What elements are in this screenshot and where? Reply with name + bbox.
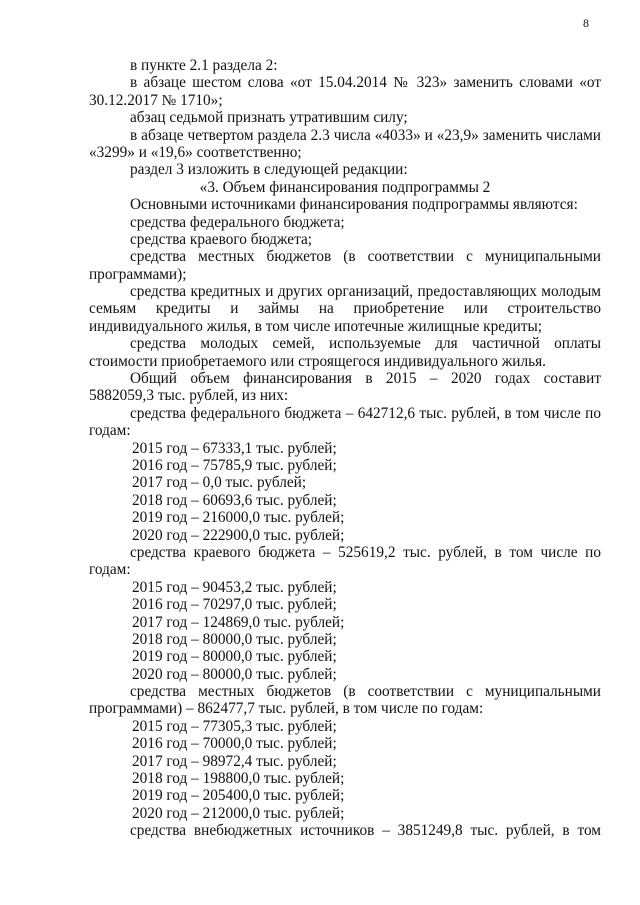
text-line: средства местных бюджетов (в соответствии с муниципальными — [130, 683, 601, 701]
text-line: 30.12.2017 № 1710»; — [89, 91, 223, 109]
text-line: средства федерального бюджета; — [130, 213, 345, 231]
text-line: 2015 год – 67333,1 тыс. рублей; — [132, 439, 337, 457]
document-body — [89, 57, 601, 840]
text-line: 2015 год – 90453,2 тыс. рублей; — [132, 578, 337, 596]
text-line: средства краевого бюджета; — [130, 230, 312, 248]
text-line: средства внебюджетных источников – 3851249,8 тыс. рублей, в том — [130, 822, 601, 840]
text-line: 2020 год – 212000,0 тыс. рублей; — [132, 804, 345, 822]
text-line: семьям кредиты и займы на приобретение или строительство — [89, 300, 601, 318]
text-line: 2019 год – 205400,0 тыс. рублей; — [132, 787, 345, 805]
text-line: средства кредитных и других организаций, предоставляющих молодым — [130, 283, 601, 301]
text-line: 2015 год – 77305,3 тыс. рублей; — [132, 717, 337, 735]
text-line: 2017 год – 0,0 тыс. рублей; — [132, 474, 307, 492]
text-line: 2017 год – 98972,4 тыс. рублей; — [132, 752, 337, 770]
text-line: Общий объем финансирования в 2015 – 2020 годах составит — [130, 370, 601, 388]
text-line: годам: — [89, 561, 131, 579]
text-line: средства федерального бюджета – 642712,6 тыс. рублей, в том числе по — [130, 404, 601, 422]
text-line: «3299» и «19,6» соответственно; — [89, 143, 302, 161]
text-line: 2017 год – 124869,0 тыс. рублей; — [132, 613, 345, 631]
text-line: 2016 год – 75785,9 тыс. рублей; — [132, 456, 337, 474]
text-line: в пункте 2.1 раздела 2: — [130, 57, 278, 74]
text-line: «3. Объем финансирования подпрограммы 2 — [199, 178, 491, 196]
text-line: 2016 год – 70297,0 тыс. рублей; — [132, 596, 337, 614]
text-line: 2019 год – 216000,0 тыс. рублей; — [132, 509, 345, 527]
text-line: стоимости приобретаемого или строящегося индивидуального жилья. — [89, 352, 546, 370]
text-line: 2019 год – 80000,0 тыс. рублей; — [132, 648, 337, 666]
text-line: средства местных бюджетов (в соответствии с муниципальными — [130, 248, 601, 266]
text-line: абзац седьмой признать утратившим силу; — [130, 109, 408, 127]
text-line: в абзаце четвертом раздела 2.3 числа «4033» и «23,9» заменить числами — [130, 126, 601, 144]
text-line: 2020 год – 222900,0 тыс. рублей; — [132, 526, 345, 544]
page-number: 8 — [583, 16, 589, 30]
text-line: Основными источниками финансирования подпрограммы являются: — [130, 196, 578, 214]
text-line: раздел 3 изложить в следующей редакции: — [130, 161, 408, 179]
text-line: годам: — [89, 422, 131, 440]
text-line: 2018 год – 80000,0 тыс. рублей; — [132, 630, 337, 648]
text-line: 2016 год – 70000,0 тыс. рублей; — [132, 735, 337, 753]
text-line: 5882059,3 тыс. рублей, из них: — [89, 387, 289, 405]
text-line: индивидуального жилья, в том числе ипотечные жилищные кредиты; — [89, 317, 543, 335]
text-line: программами); — [89, 265, 187, 283]
text-line: 2020 год – 80000,0 тыс. рублей; — [132, 665, 337, 683]
text-line: средства краевого бюджета – 525619,2 тыс. рублей, в том числе по — [130, 543, 601, 561]
text-line: программами) – 862477,7 тыс. рублей, в том числе по годам: — [89, 700, 484, 718]
text-line: 2018 год – 60693,6 тыс. рублей; — [132, 491, 337, 509]
text-line: в абзаце шестом слова «от 15.04.2014 № 323» заменить словами «от — [130, 74, 601, 92]
text-line: 2018 год – 198800,0 тыс. рублей; — [132, 770, 345, 788]
text-line: средства молодых семей, используемые для частичной оплаты — [130, 335, 601, 353]
